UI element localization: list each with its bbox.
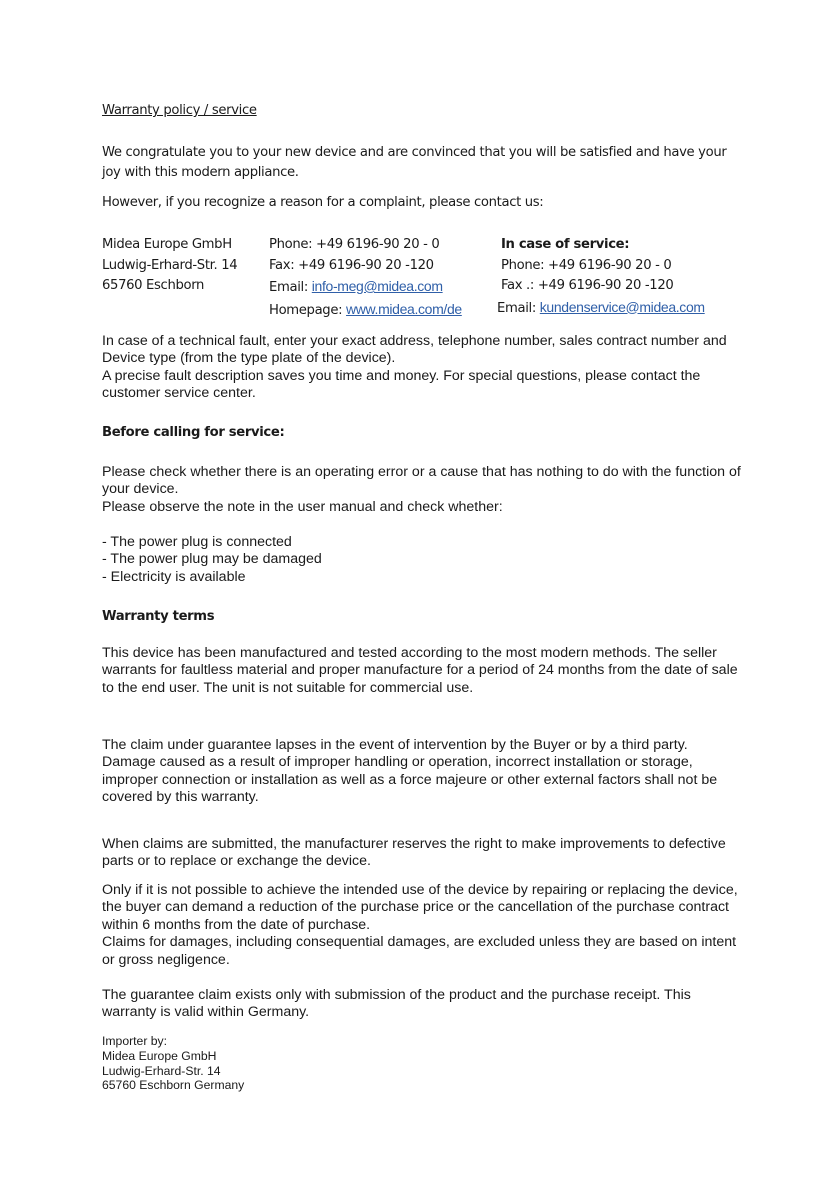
warranty-line: or gross negligence. bbox=[102, 951, 230, 968]
warranty-terms-heading: Warranty terms bbox=[102, 609, 215, 624]
fault-info-line: customer service center. bbox=[102, 385, 256, 402]
company-city: 65760 Eschborn bbox=[102, 278, 205, 293]
importer-label: Importer by: bbox=[102, 1034, 168, 1048]
company-street: Ludwig-Erhard-Str. 14 bbox=[102, 257, 238, 273]
warranty-line: When claims are submitted, the manufacturer reserves the right to make improvements to defective bbox=[102, 836, 726, 852]
warranty-line: warranty is valid within Germany. bbox=[102, 1004, 310, 1021]
email-label: Email: bbox=[269, 280, 312, 295]
homepage-link[interactable]: www.midea.com/de bbox=[346, 300, 462, 317]
checklist bbox=[102, 534, 322, 586]
intro-line: We congratulate you to your new device and are convinced that you will be satisfied and have your bbox=[102, 145, 727, 160]
warranty-paragraph-4 bbox=[102, 882, 738, 969]
warranty-line: warrants for faultless material and proper manufacture for a period of 24 months from the date of sale bbox=[102, 662, 738, 679]
page-title: Warranty policy / service bbox=[102, 103, 257, 118]
general-email-row bbox=[269, 276, 462, 299]
service-email-row bbox=[497, 297, 705, 320]
general-phone: Phone: +49 6196-90 20 - 0 bbox=[269, 237, 440, 252]
warranty-paragraph-1 bbox=[102, 645, 738, 697]
warranty-line: improper connection or installation as well as a force majeure or other external factors shall not be bbox=[102, 771, 718, 788]
checklist-item: - The power plug is connected bbox=[102, 534, 292, 550]
checklist-item: - Electricity is available bbox=[102, 568, 246, 585]
before-service-heading: Before calling for service: bbox=[102, 425, 285, 440]
warranty-line: Damage caused as a result of improper handling or operation, incorrect installation or storage, bbox=[102, 754, 693, 771]
intro-line: joy with this modern appliance. bbox=[102, 165, 299, 180]
importer-street: Ludwig-Erhard-Str. 14 bbox=[102, 1063, 221, 1078]
general-contact bbox=[269, 235, 462, 321]
warranty-paragraph-2 bbox=[102, 737, 717, 807]
fault-info-paragraph bbox=[102, 333, 727, 403]
warranty-paragraph-3 bbox=[102, 836, 726, 871]
warranty-paragraph-5 bbox=[102, 987, 691, 1022]
before-service-line: Please check whether there is an operating error or a cause that has nothing to do with the function of bbox=[102, 464, 741, 480]
before-service-paragraph bbox=[102, 464, 741, 516]
warranty-line: The claim under guarantee lapses in the event of intervention by the Buyer or by a third party. bbox=[102, 737, 688, 753]
importer-company: Midea Europe GmbH bbox=[102, 1048, 217, 1063]
service-phone: Phone: +49 6196-90 20 - 0 bbox=[501, 257, 672, 273]
warranty-line: Only if it is not possible to achieve the intended use of the device by repairing or replacing the device, bbox=[102, 882, 738, 898]
before-service-line: Please observe the note in the user manual and check whether: bbox=[102, 498, 503, 515]
general-email-link[interactable]: info-meg@midea.com bbox=[311, 278, 443, 294]
warranty-line: This device has been manufactured and tested according to the most modern methods. The seller bbox=[102, 645, 717, 661]
company-name: Midea Europe GmbH bbox=[102, 237, 232, 252]
fault-info-line: In case of a technical fault, enter your exact address, telephone number, sales contract number and bbox=[102, 333, 727, 349]
warranty-line: The guarantee claim exists only with submission of the product and the purchase receipt. This bbox=[102, 987, 691, 1003]
warranty-line: to the end user. The unit is not suitable for commercial use. bbox=[102, 679, 474, 696]
service-email-link[interactable]: kundenservice@midea.com bbox=[539, 298, 705, 315]
contact-prompt: However, if you recognize a reason for a complaint, please contact us: bbox=[102, 195, 544, 210]
before-service-line: your device. bbox=[102, 481, 179, 498]
importer-block bbox=[102, 1034, 244, 1093]
general-fax: Fax: +49 6196-90 20 -120 bbox=[269, 257, 434, 273]
warranty-line: parts or to replace or exchange the device. bbox=[102, 853, 371, 870]
company-address bbox=[102, 235, 237, 297]
service-heading: In case of service: bbox=[501, 237, 630, 252]
homepage-row bbox=[269, 299, 462, 322]
warranty-line: within 6 months from the date of purchase. bbox=[102, 916, 371, 933]
warranty-line: Claims for damages, including consequential damages, are excluded unless they are based on intent bbox=[102, 934, 737, 951]
fault-info-line: Device type (from the type plate of the device). bbox=[102, 350, 396, 367]
checklist-item: - The power plug may be damaged bbox=[102, 551, 322, 568]
warranty-line: covered by this warranty. bbox=[102, 789, 259, 806]
service-fax: Fax .: +49 6196-90 20 -120 bbox=[501, 278, 674, 293]
homepage-label: Homepage: bbox=[269, 302, 347, 318]
intro-paragraph bbox=[102, 143, 726, 183]
email-label: Email: bbox=[497, 300, 540, 316]
warranty-line: the buyer can demand a reduction of the purchase price or the cancellation of the purchase contract bbox=[102, 899, 730, 916]
fault-info-line: A precise fault description saves you time and money. For special questions, please contact the bbox=[102, 367, 701, 384]
service-contact bbox=[497, 235, 705, 319]
importer-city: 65760 Eschborn Germany bbox=[102, 1078, 245, 1093]
